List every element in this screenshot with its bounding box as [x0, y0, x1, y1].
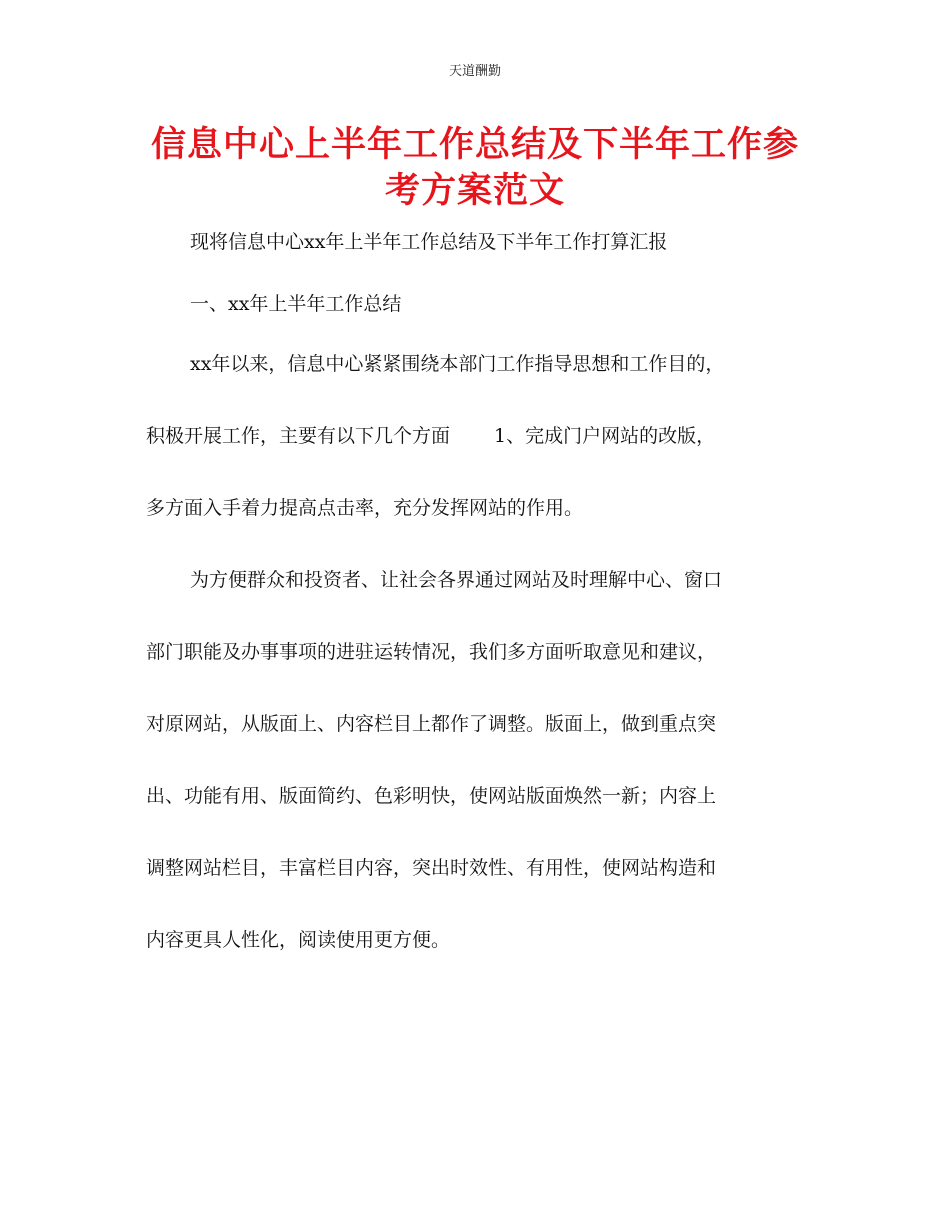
document-title — [140, 122, 810, 214]
paragraph-line: 对原网站，从版面上、内容栏目上都作了调整。版面上，做到重点突 — [146, 713, 717, 735]
title-line-2: 考方案范文 — [384, 171, 565, 211]
paragraph-line-part: 1、完成门户网站的改版， — [494, 425, 716, 447]
title-line-1: 信息中心上半年工作总结及下半年工作参 — [150, 125, 799, 165]
paragraph-line: 为方便群众和投资者、让社会各界通过网站及时理解中心、窗口 — [190, 569, 723, 591]
paragraph-2 — [146, 544, 810, 976]
paragraph-1 — [146, 328, 810, 544]
page-header: 天道酬勤 — [448, 64, 501, 79]
section-heading: 一、xx年上半年工作总结 — [190, 293, 402, 315]
paragraph-line: 部门职能及办事事项的进驻运转情况，我们多方面听取意见和建议， — [146, 641, 717, 663]
paragraph-line — [146, 400, 810, 472]
intro-sentence: 现将信息中心xx年上半年工作总结及下半年工作打算汇报 — [190, 231, 668, 253]
paragraph-line: 内容更具人性化，阅读使用更方便。 — [146, 929, 451, 951]
paragraph-line: 出、功能有用、版面简约、色彩明快，使网站版面焕然一新；内容上 — [146, 785, 717, 807]
paragraph-line: 调整网站栏目，丰富栏目内容，突出时效性、有用性，使网站构造和 — [146, 857, 717, 879]
paragraph-line: 多方面入手着力提高点击率，充分发挥网站的作用。 — [146, 497, 584, 519]
paragraph-line-part: 积极开展工作，主要有以下几个方面 — [146, 425, 451, 447]
paragraph-line: xx年以来，信息中心紧紧围绕本部门工作指导思想和工作目的， — [190, 353, 725, 375]
